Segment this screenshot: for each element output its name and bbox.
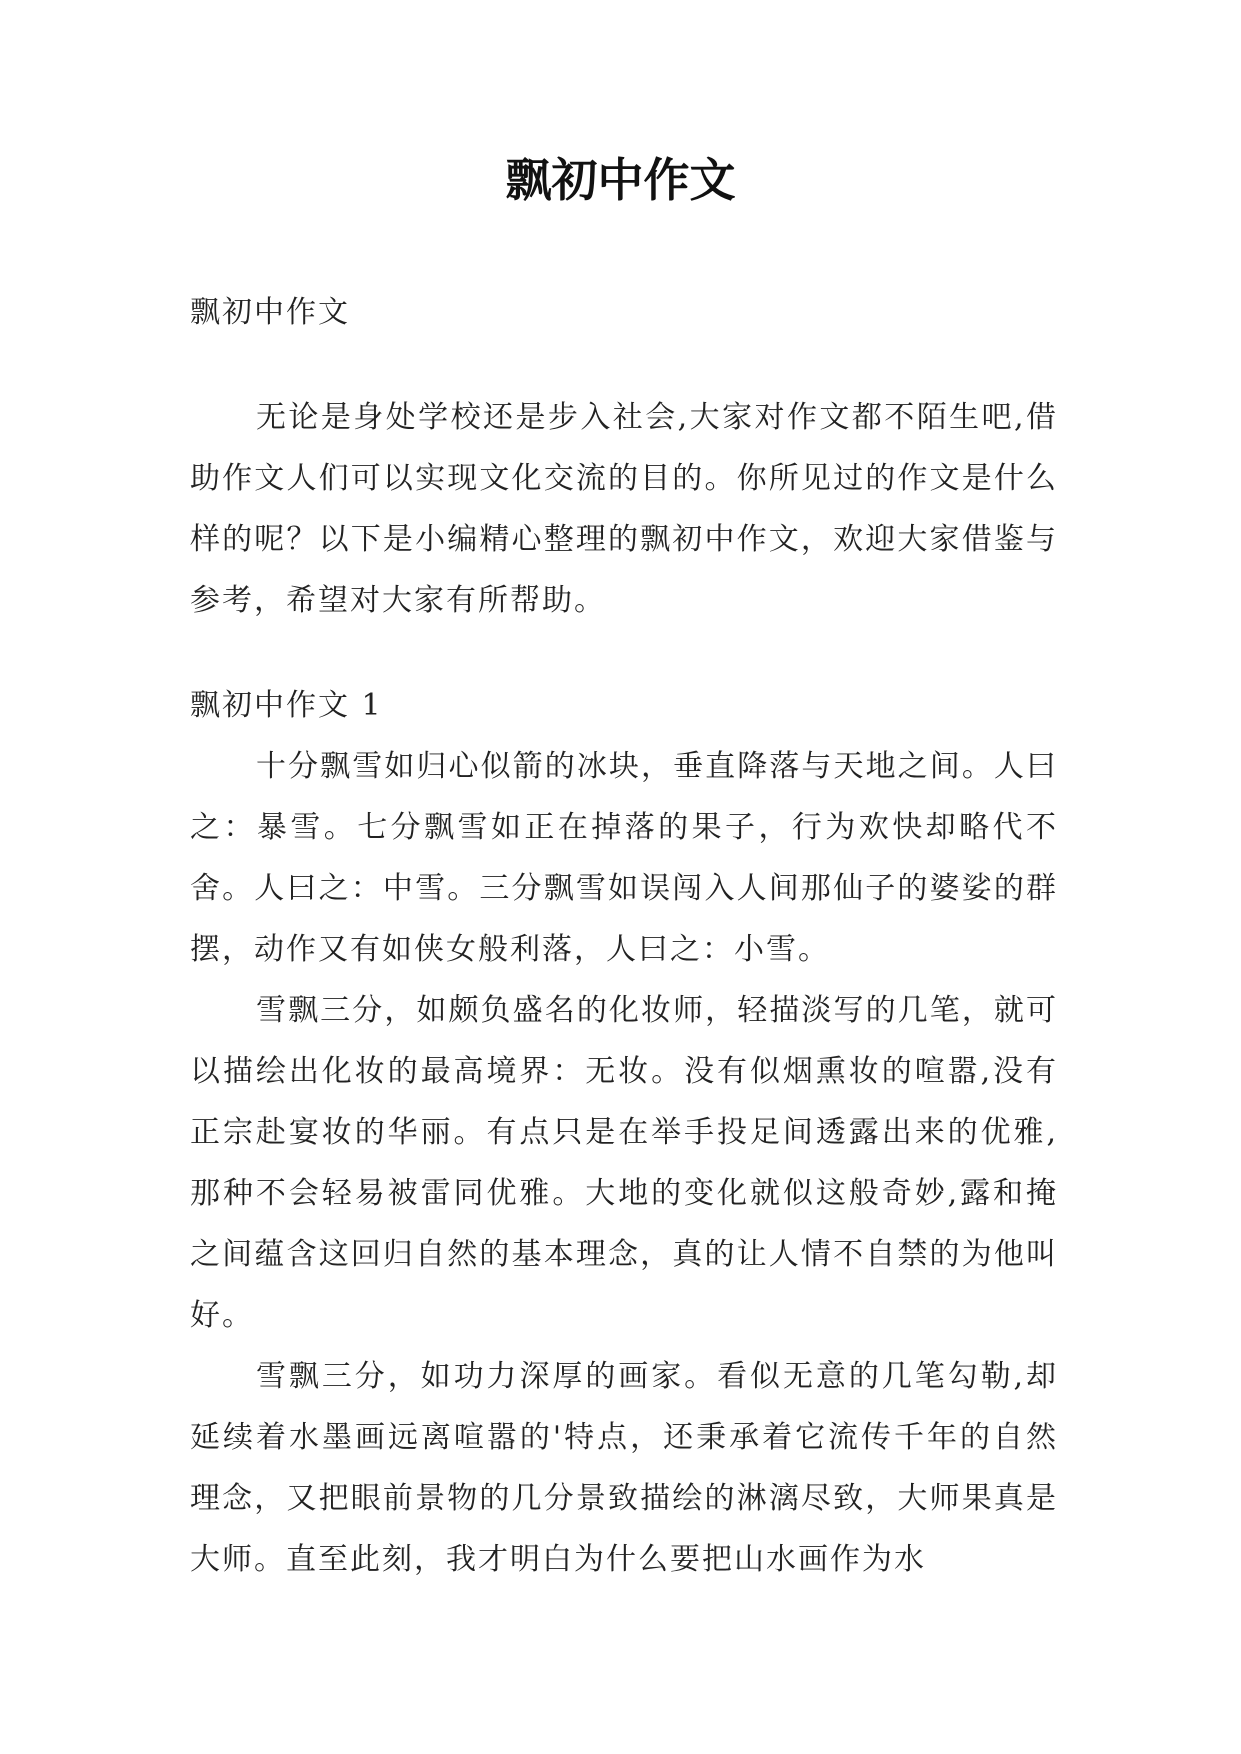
body-paragraph-2: 雪飘三分，如颇负盛名的化妆师，轻描淡写的几笔，就可以描绘出化妆的最高境界：无妆。没有似烟熏妆的喧嚣,没有正宗赴宴妆的华丽。有点只是在举手投足间透露出来的优雅,那种不会轻易被雷同优雅。大地的变化就似这般奇妙,露和掩之间蕴含这回归自然的基本理念，真的让人情不自禁的为他叫好。 (190, 993, 1058, 1333)
body-paragraph-1: 十分飘雪如归心似箭的冰块，垂直降落与天地之间。人曰之：暴雪。七分飘雪如正在掉落的果子，行为欢快却略代不舍。人曰之：中雪。三分飘雪如误闯入人间那仙子的婆娑的群摆，动作又有如侠女般利落，人曰之：小雪。 (190, 749, 1058, 967)
spacer (190, 343, 1058, 387)
document-title: 飘初中作文 (505, 153, 736, 207)
section-heading: 飘初中作文 1 (190, 688, 383, 723)
intro-paragraph: 无论是身处学校还是步入社会,大家对作文都不陌生吧,借助作文人们可以实现文化交流的目的。你所见过的作文是什么样的呢？以下是小编精心整理的飘初中作文，欢迎大家借鉴与参考，希望对大家有所帮助。 (190, 400, 1058, 618)
body-paragraph-3: 雪飘三分，如功力深厚的画家。看似无意的几笔勾勒,却延续着水墨画远离喧嚣的'特点，还秉承着它流传千年的自然理念，又把眼前景物的几分景致描绘的淋漓尽致，大师果真是大师。直至此刻，我才明白为什么要把山水画作为水 (190, 1359, 1058, 1577)
document-body (190, 282, 1058, 1590)
document-subtitle: 飘初中作文 (190, 295, 350, 330)
spacer (190, 631, 1058, 675)
